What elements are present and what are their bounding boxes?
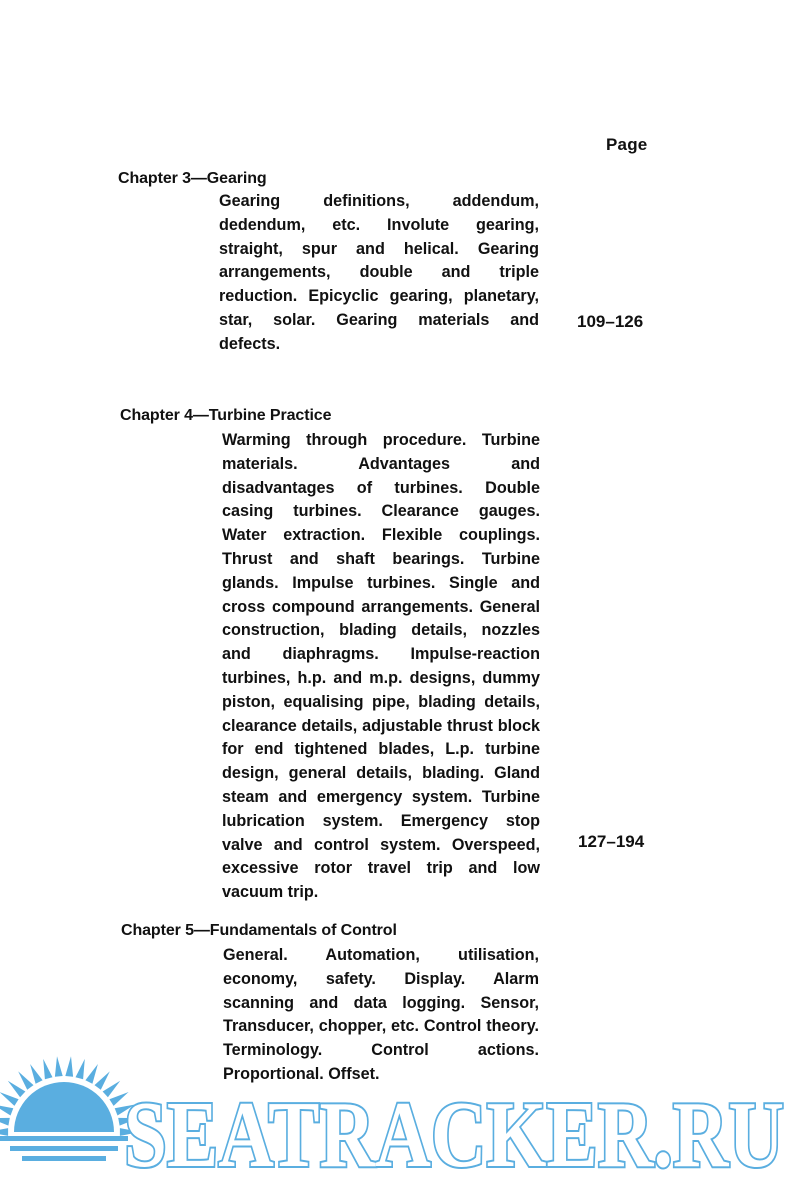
chapter-3-summary: Gearing definitions, addendum, dedendum, etc. Involute gearing, straight, spur and helical. Gearing arrangements, double and triple reduction. Epicyclic gearing, planetary, star, solar. Gearing materials and defects. (219, 192, 539, 353)
horizon-line (0, 1136, 128, 1141)
horizon-line (10, 1146, 118, 1151)
sun-ray (0, 1118, 10, 1126)
sun-ray (95, 1071, 110, 1089)
sun-ray (55, 1056, 63, 1076)
sun-ray (85, 1064, 98, 1084)
sun-ray (65, 1056, 73, 1076)
sun-ray (0, 1128, 8, 1136)
sun-ray (8, 1081, 26, 1098)
sun-icon (0, 1056, 140, 1161)
sun-ray (76, 1059, 85, 1079)
sun-ray (0, 1105, 13, 1116)
sun-disc (14, 1082, 114, 1132)
sun-ray (30, 1064, 42, 1084)
watermark-text: SEATRACKER.RU (124, 1083, 784, 1180)
watermark (0, 1050, 792, 1180)
chapter-5-summary: General. Automation, utilisation, economy, safety. Display. Alarm scanning and data logging. Sensor, Transducer, chopper, etc. Control theory. Terminology. Control actions. Proportional. Offset. (223, 946, 539, 1083)
sun-ray (43, 1059, 52, 1079)
chapter-3-page-range: 109–126 (577, 312, 644, 331)
chapter-4-summary: Warming through procedure. Turbine materials. Advantages and disadvantages of turbines. Double casing turbines. Clearance gauges. Water extraction. Flexible couplings. Thrust and shaft bearings. Turbine glands. Impulse turbines. Single and cross compound arrangements. General construction, blading details, nozzles and diaphragms. Impulse-reaction turbines, h.p. and m.p. designs, dummy piston, equalising pipe, blading details, clearance details, adjustable thrust block for end tightened blades, L.p. turbine design, general details, blading. Gland steam and emergency system. Turbine lubrication system. Emergency stop valve and control system. Overspeed, excessive rotor travel trip and low vacuum trip. (222, 431, 540, 902)
page-column-label: Page (606, 135, 648, 154)
horizon-line (22, 1156, 106, 1161)
sun-ray (0, 1092, 19, 1106)
chapter-4-page-range: 127–194 (578, 832, 645, 851)
sun-ray (103, 1081, 121, 1098)
chapter-4-heading: Chapter 4—Turbine Practice (120, 407, 332, 424)
chapter-5-heading: Chapter 5—Fundamentals of Control (121, 922, 397, 939)
sun-ray (18, 1071, 33, 1089)
chapter-3-heading: Chapter 3—Gearing (118, 170, 267, 187)
